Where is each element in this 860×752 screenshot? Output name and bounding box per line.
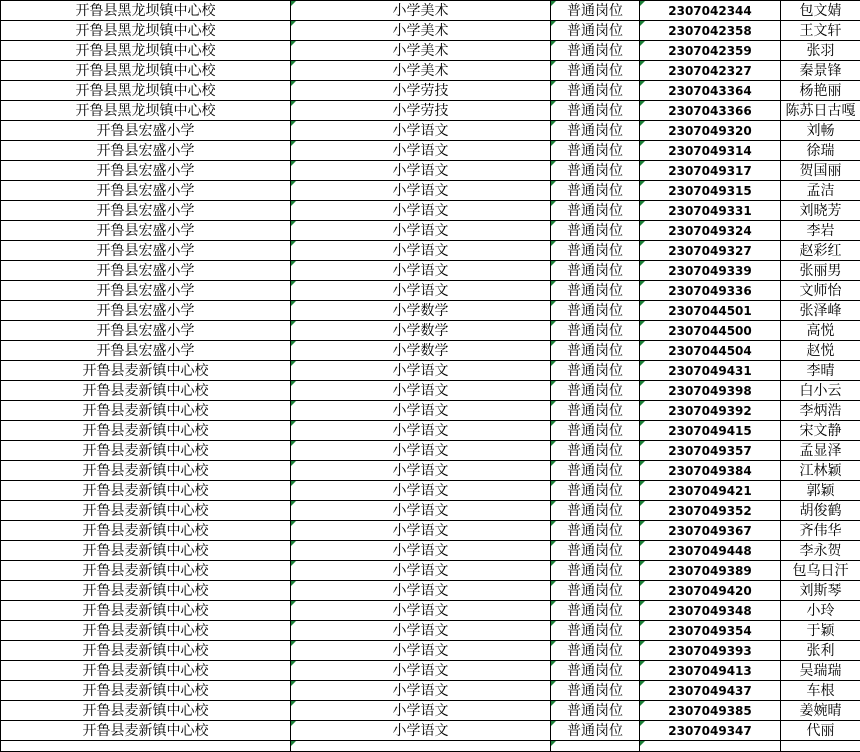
position-cell[interactable]: 普通岗位: [551, 521, 640, 541]
school-cell[interactable]: 开鲁县宏盛小学: [1, 121, 291, 141]
name-cell[interactable]: 小玲: [781, 601, 860, 621]
table-row: [1, 641, 860, 661]
school-cell[interactable]: 开鲁县麦新镇中心校: [1, 621, 291, 641]
position-cell[interactable]: 普通岗位: [551, 481, 640, 501]
exam-number-cell[interactable]: 2307049357: [640, 441, 781, 461]
name-cell[interactable]: 李晴: [781, 361, 860, 381]
name-cell[interactable]: 白小云: [781, 381, 860, 401]
table-row: [1, 581, 860, 601]
table-row: [1, 701, 860, 721]
subject-cell[interactable]: [291, 741, 551, 752]
position-cell[interactable]: 普通岗位: [551, 221, 640, 241]
position-cell[interactable]: 普通岗位: [551, 681, 640, 701]
school-cell[interactable]: 开鲁县宏盛小学: [1, 181, 291, 201]
exam-number-cell[interactable]: 2307049413: [640, 661, 781, 681]
table-row: [1, 221, 860, 241]
exam-number-cell[interactable]: 2307042327: [640, 61, 781, 81]
school-cell[interactable]: 开鲁县黑龙坝镇中心校: [1, 21, 291, 41]
position-cell[interactable]: 普通岗位: [551, 721, 640, 741]
table-row: [1, 121, 860, 141]
subject-cell[interactable]: 小学语文: [291, 461, 551, 481]
position-cell[interactable]: 普通岗位: [551, 201, 640, 221]
school-cell[interactable]: 开鲁县麦新镇中心校: [1, 381, 291, 401]
school-cell[interactable]: 开鲁县麦新镇中心校: [1, 601, 291, 621]
exam-number-cell[interactable]: 2307049331: [640, 201, 781, 221]
position-cell[interactable]: 普通岗位: [551, 701, 640, 721]
subject-cell[interactable]: 小学语文: [291, 521, 551, 541]
name-cell[interactable]: 李岩: [781, 221, 860, 241]
table-row: [1, 621, 860, 641]
exam-number-cell[interactable]: 2307049448: [640, 541, 781, 561]
name-cell[interactable]: 包文婧: [781, 1, 860, 21]
name-cell[interactable]: 王文轩: [781, 21, 860, 41]
school-cell[interactable]: 开鲁县黑龙坝镇中心校: [1, 61, 291, 81]
exam-number-cell[interactable]: 2307049367: [640, 521, 781, 541]
school-cell[interactable]: 开鲁县宏盛小学: [1, 341, 291, 361]
table-row: [1, 601, 860, 621]
subject-cell[interactable]: 小学美术: [291, 61, 551, 81]
table-row: [1, 261, 860, 281]
table-row: [1, 541, 860, 561]
table-row: [1, 21, 860, 41]
subject-cell[interactable]: 小学语文: [291, 441, 551, 461]
name-cell[interactable]: 吴瑞瑞: [781, 661, 860, 681]
name-cell[interactable]: 张羽: [781, 41, 860, 61]
subject-cell[interactable]: 小学数学: [291, 321, 551, 341]
table-row: [1, 1, 860, 21]
subject-cell[interactable]: 小学数学: [291, 341, 551, 361]
school-cell[interactable]: 开鲁县黑龙坝镇中心校: [1, 1, 291, 21]
table-row: [1, 401, 860, 421]
exam-number-cell[interactable]: 2307049398: [640, 381, 781, 401]
exam-number-cell[interactable]: 2307044501: [640, 301, 781, 321]
subject-cell[interactable]: 小学语文: [291, 681, 551, 701]
exam-number-cell[interactable]: 2307049317: [640, 161, 781, 181]
exam-number-cell[interactable]: 2307049352: [640, 501, 781, 521]
school-cell[interactable]: 开鲁县麦新镇中心校: [1, 721, 291, 741]
subject-cell[interactable]: 小学语文: [291, 121, 551, 141]
subject-cell[interactable]: 小学语文: [291, 581, 551, 601]
name-cell[interactable]: [781, 741, 860, 752]
subject-cell[interactable]: 小学语文: [291, 701, 551, 721]
position-cell[interactable]: 普通岗位: [551, 661, 640, 681]
name-cell[interactable]: 宋文静: [781, 421, 860, 441]
position-cell[interactable]: 普通岗位: [551, 101, 640, 121]
position-cell[interactable]: 普通岗位: [551, 621, 640, 641]
name-cell[interactable]: 齐伟华: [781, 521, 860, 541]
position-cell[interactable]: 普通岗位: [551, 501, 640, 521]
table-row: [1, 561, 860, 581]
school-cell[interactable]: 开鲁县宏盛小学: [1, 321, 291, 341]
name-cell[interactable]: 车根: [781, 681, 860, 701]
school-cell[interactable]: 开鲁县宏盛小学: [1, 161, 291, 181]
position-cell[interactable]: 普通岗位: [551, 581, 640, 601]
exam-number-cell[interactable]: 2307049384: [640, 461, 781, 481]
exam-number-cell[interactable]: 2307043366: [640, 101, 781, 121]
table-row: [1, 101, 860, 121]
position-cell[interactable]: 普通岗位: [551, 81, 640, 101]
table-row: [1, 81, 860, 101]
position-cell[interactable]: 普通岗位: [551, 181, 640, 201]
school-cell[interactable]: 开鲁县宏盛小学: [1, 221, 291, 241]
school-cell[interactable]: 开鲁县麦新镇中心校: [1, 501, 291, 521]
name-cell[interactable]: 郭颖: [781, 481, 860, 501]
exam-number-cell[interactable]: 2307049385: [640, 701, 781, 721]
subject-cell[interactable]: 小学语文: [291, 721, 551, 741]
name-cell[interactable]: 李永贺: [781, 541, 860, 561]
school-cell[interactable]: 开鲁县宏盛小学: [1, 261, 291, 281]
subject-cell[interactable]: 小学美术: [291, 41, 551, 61]
school-cell[interactable]: 开鲁县麦新镇中心校: [1, 421, 291, 441]
position-cell[interactable]: 普通岗位: [551, 461, 640, 481]
school-cell[interactable]: 开鲁县麦新镇中心校: [1, 541, 291, 561]
school-cell[interactable]: 开鲁县麦新镇中心校: [1, 581, 291, 601]
position-cell[interactable]: 普通岗位: [551, 141, 640, 161]
name-cell[interactable]: 姜婉晴: [781, 701, 860, 721]
school-cell[interactable]: 开鲁县麦新镇中心校: [1, 441, 291, 461]
name-cell[interactable]: 徐瑞: [781, 141, 860, 161]
school-cell[interactable]: 开鲁县麦新镇中心校: [1, 661, 291, 681]
subject-cell[interactable]: 小学语文: [291, 621, 551, 641]
position-cell[interactable]: 普通岗位: [551, 121, 640, 141]
exam-number-cell[interactable]: 2307049421: [640, 481, 781, 501]
exam-number-cell[interactable]: 2307049354: [640, 621, 781, 641]
table-row: [1, 181, 860, 201]
exam-number-cell[interactable]: 2307049327: [640, 241, 781, 261]
table-row: [1, 361, 860, 381]
name-cell[interactable]: 赵悦: [781, 341, 860, 361]
table-row-partial: [1, 741, 860, 752]
table-row: [1, 681, 860, 701]
name-cell[interactable]: 刘晓芳: [781, 201, 860, 221]
position-cell[interactable]: 普通岗位: [551, 241, 640, 261]
table-row: [1, 461, 860, 481]
school-cell[interactable]: 开鲁县麦新镇中心校: [1, 641, 291, 661]
subject-cell[interactable]: 小学语文: [291, 421, 551, 441]
exam-number-cell[interactable]: 2307049339: [640, 261, 781, 281]
exam-number-cell[interactable]: 2307049324: [640, 221, 781, 241]
exam-number-cell[interactable]: 2307049392: [640, 401, 781, 421]
table-row: [1, 281, 860, 301]
subject-cell[interactable]: 小学语文: [291, 601, 551, 621]
name-cell[interactable]: 孟显泽: [781, 441, 860, 461]
table-row: [1, 421, 860, 441]
subject-cell[interactable]: 小学语文: [291, 141, 551, 161]
position-cell[interactable]: 普通岗位: [551, 361, 640, 381]
name-cell[interactable]: 江林颖: [781, 461, 860, 481]
table-row: [1, 501, 860, 521]
exam-number-cell[interactable]: 2307044500: [640, 321, 781, 341]
exam-number-cell[interactable]: 2307049315: [640, 181, 781, 201]
position-cell[interactable]: 普通岗位: [551, 421, 640, 441]
exam-number-cell[interactable]: 2307049415: [640, 421, 781, 441]
position-cell[interactable]: 普通岗位: [551, 601, 640, 621]
school-cell[interactable]: 开鲁县麦新镇中心校: [1, 481, 291, 501]
subject-cell[interactable]: 小学语文: [291, 181, 551, 201]
subject-cell[interactable]: 小学劳技: [291, 81, 551, 101]
name-cell[interactable]: 张丽男: [781, 261, 860, 281]
school-cell[interactable]: 开鲁县宏盛小学: [1, 201, 291, 221]
school-cell[interactable]: 开鲁县麦新镇中心校: [1, 361, 291, 381]
table-row: [1, 441, 860, 461]
name-cell[interactable]: 杨艳丽: [781, 81, 860, 101]
table-row: [1, 41, 860, 61]
school-cell[interactable]: 开鲁县宏盛小学: [1, 301, 291, 321]
table-row: [1, 321, 860, 341]
exam-number-cell[interactable]: 2307049314: [640, 141, 781, 161]
position-cell[interactable]: 普通岗位: [551, 301, 640, 321]
position-cell[interactable]: 普通岗位: [551, 441, 640, 461]
name-cell[interactable]: 李炳浩: [781, 401, 860, 421]
name-cell[interactable]: 包乌日汗: [781, 561, 860, 581]
table-row: [1, 521, 860, 541]
position-cell[interactable]: 普通岗位: [551, 261, 640, 281]
exam-number-cell[interactable]: 2307044504: [640, 341, 781, 361]
name-cell[interactable]: 张泽峰: [781, 301, 860, 321]
school-cell[interactable]: 开鲁县麦新镇中心校: [1, 401, 291, 421]
name-cell[interactable]: 孟洁: [781, 181, 860, 201]
name-cell[interactable]: 刘畅: [781, 121, 860, 141]
subject-cell[interactable]: 小学语文: [291, 381, 551, 401]
name-cell[interactable]: 刘斯琴: [781, 581, 860, 601]
exam-number-cell[interactable]: 2307049336: [640, 281, 781, 301]
subject-cell[interactable]: 小学语文: [291, 361, 551, 381]
exam-number-cell[interactable]: [640, 741, 781, 752]
name-cell[interactable]: 贺国丽: [781, 161, 860, 181]
exam-number-cell[interactable]: 2307049420: [640, 581, 781, 601]
position-cell[interactable]: 普通岗位: [551, 541, 640, 561]
name-cell[interactable]: 胡俊鹤: [781, 501, 860, 521]
subject-cell[interactable]: 小学数学: [291, 301, 551, 321]
school-cell[interactable]: 开鲁县宏盛小学: [1, 281, 291, 301]
position-cell[interactable]: 普通岗位: [551, 21, 640, 41]
exam-number-cell[interactable]: 2307043364: [640, 81, 781, 101]
school-cell[interactable]: 开鲁县麦新镇中心校: [1, 561, 291, 581]
school-cell[interactable]: 开鲁县黑龙坝镇中心校: [1, 101, 291, 121]
subject-cell[interactable]: 小学语文: [291, 161, 551, 181]
exam-number-cell[interactable]: 2307042344: [640, 1, 781, 21]
subject-cell[interactable]: 小学语文: [291, 661, 551, 681]
school-cell[interactable]: 开鲁县麦新镇中心校: [1, 681, 291, 701]
exam-number-cell[interactable]: 2307049348: [640, 601, 781, 621]
school-cell[interactable]: [1, 741, 291, 752]
position-cell[interactable]: 普通岗位: [551, 321, 640, 341]
school-cell[interactable]: 开鲁县宏盛小学: [1, 141, 291, 161]
name-cell[interactable]: 陈苏日古嘎: [781, 101, 860, 121]
table-row: [1, 661, 860, 681]
exam-number-cell[interactable]: 2307049320: [640, 121, 781, 141]
position-cell[interactable]: 普通岗位: [551, 381, 640, 401]
subject-cell[interactable]: 小学语文: [291, 561, 551, 581]
position-cell[interactable]: 普通岗位: [551, 161, 640, 181]
position-cell[interactable]: 普通岗位: [551, 61, 640, 81]
subject-cell[interactable]: 小学语文: [291, 401, 551, 421]
subject-cell[interactable]: 小学美术: [291, 1, 551, 21]
table-row: [1, 381, 860, 401]
position-cell[interactable]: [551, 741, 640, 752]
school-cell[interactable]: 开鲁县黑龙坝镇中心校: [1, 81, 291, 101]
name-cell[interactable]: 于颖: [781, 621, 860, 641]
school-cell[interactable]: 开鲁县麦新镇中心校: [1, 701, 291, 721]
table-row: [1, 241, 860, 261]
table-row: [1, 481, 860, 501]
name-cell[interactable]: 赵彩红: [781, 241, 860, 261]
table-row: [1, 161, 860, 181]
subject-cell[interactable]: 小学语文: [291, 201, 551, 221]
exam-number-cell[interactable]: 2307049437: [640, 681, 781, 701]
subject-cell[interactable]: 小学语文: [291, 641, 551, 661]
position-cell[interactable]: 普通岗位: [551, 281, 640, 301]
exam-number-cell[interactable]: 2307042358: [640, 21, 781, 41]
subject-cell[interactable]: 小学劳技: [291, 101, 551, 121]
subject-cell[interactable]: 小学语文: [291, 261, 551, 281]
school-cell[interactable]: 开鲁县宏盛小学: [1, 241, 291, 261]
position-cell[interactable]: 普通岗位: [551, 41, 640, 61]
school-cell[interactable]: 开鲁县黑龙坝镇中心校: [1, 41, 291, 61]
school-cell[interactable]: 开鲁县麦新镇中心校: [1, 461, 291, 481]
table-row: [1, 201, 860, 221]
position-cell[interactable]: 普通岗位: [551, 401, 640, 421]
table-row: [1, 61, 860, 81]
name-cell[interactable]: 代丽: [781, 721, 860, 741]
name-cell[interactable]: 文师怡: [781, 281, 860, 301]
subject-cell[interactable]: 小学语文: [291, 281, 551, 301]
subject-cell[interactable]: 小学语文: [291, 481, 551, 501]
table-body: [1, 1, 860, 752]
exam-number-cell[interactable]: 2307049389: [640, 561, 781, 581]
school-cell[interactable]: 开鲁县麦新镇中心校: [1, 521, 291, 541]
position-cell[interactable]: 普通岗位: [551, 341, 640, 361]
table-row: [1, 721, 860, 741]
exam-number-cell[interactable]: 2307049431: [640, 361, 781, 381]
subject-cell[interactable]: 小学语文: [291, 221, 551, 241]
subject-cell[interactable]: 小学美术: [291, 21, 551, 41]
table-row: [1, 301, 860, 321]
name-cell[interactable]: 秦景锋: [781, 61, 860, 81]
position-cell[interactable]: 普通岗位: [551, 561, 640, 581]
name-cell[interactable]: 张利: [781, 641, 860, 661]
name-cell[interactable]: 高悦: [781, 321, 860, 341]
table-row: [1, 141, 860, 161]
subject-cell[interactable]: 小学语文: [291, 241, 551, 261]
subject-cell[interactable]: 小学语文: [291, 501, 551, 521]
exam-number-cell[interactable]: 2307049347: [640, 721, 781, 741]
subject-cell[interactable]: 小学语文: [291, 541, 551, 561]
exam-number-cell[interactable]: 2307049393: [640, 641, 781, 661]
position-cell[interactable]: 普通岗位: [551, 1, 640, 21]
position-cell[interactable]: 普通岗位: [551, 641, 640, 661]
exam-number-cell[interactable]: 2307042359: [640, 41, 781, 61]
table-row: [1, 341, 860, 361]
